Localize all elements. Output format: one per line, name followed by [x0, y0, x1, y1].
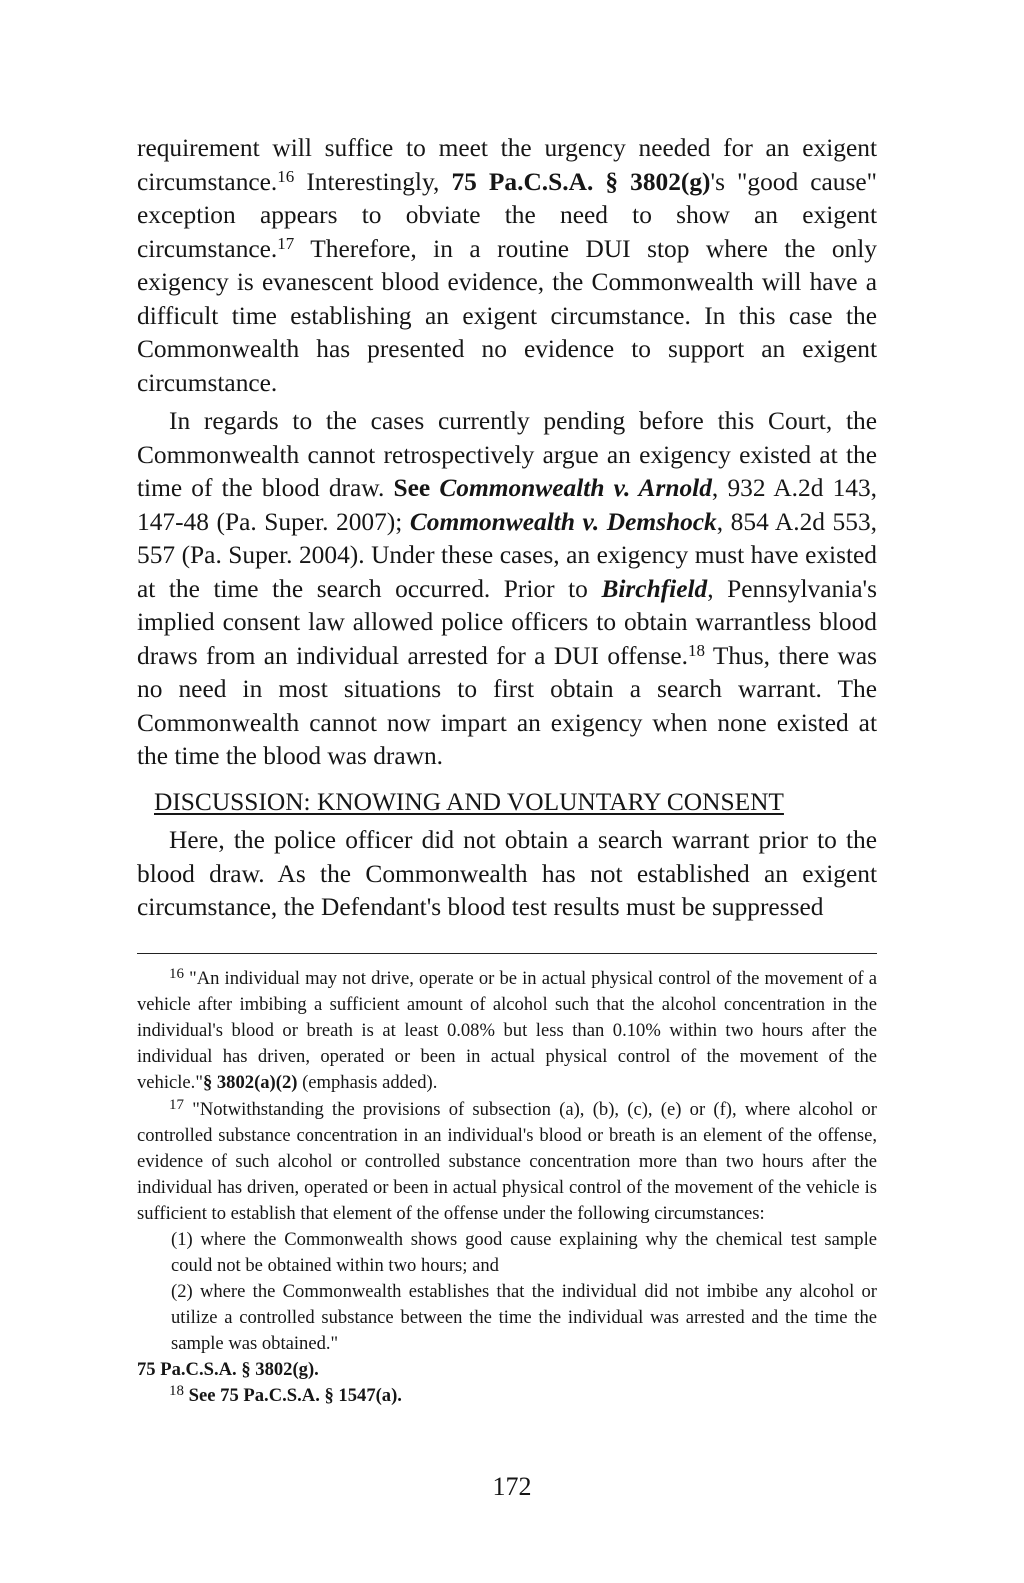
text-run: , 932 A.2d 143, 147-48 (Pa. Super. 2007); — [137, 474, 878, 536]
footnote-17-item-2: (2) where the Commonwealth establishes that the individual did not imbibe any alcohol or utilize a controlled substance between the time the individual was arrested and the time the sample was obtained." — [171, 1281, 877, 1354]
text-run: , 854 A.2d 553, 557 (Pa. Super. 2004). Under these cases, an exigency must have existed at the time the search occurred. Prior to — [137, 507, 877, 603]
footnote-17-citation: 75 Pa.C.S.A. § 3802(g). — [137, 1359, 319, 1380]
footnote-text: "Notwithstanding the provisions of subsection (a), (b), (c), (e) or (f), where alcohol or controlled substance concentration in an individual's blood or breath is an element of the offense, evidence of such alcohol or controlled substance concentration more than two hours after the individual has driven, operated or been in actual physical control of the movement of the vehicle is sufficient to establish that element of the offense under the following circumstances: — [137, 1099, 877, 1224]
page-number: 172 — [492, 1472, 532, 1501]
footnote-ref-18: 18 — [687, 640, 705, 660]
footnote-number: 18 — [169, 1383, 184, 1399]
footnote-17-item-1: (1) where the Commonwealth shows good cause explaining why the chemical test sample could not be obtained within two hours; and — [171, 1229, 877, 1276]
statute-citation: 75 Pa.C.S.A. § 3802(g) — [451, 167, 711, 196]
text-run: In regards to the cases currently pending before this Court, the Commonwealth cannot retrospectively argue an exigency existed at the time of the blood draw. — [137, 407, 877, 502]
text-run: 's "good cause" exception appears to obviate the need to show an exigent circumstance. — [137, 167, 877, 263]
text-run: Interestingly, — [294, 167, 452, 196]
footnote-text: "An individual may not drive, operate or be in actual physical control of the movement of a vehicle after imbibing a sufficient amount of alcohol such that the alcohol concentration in the individual's blood or breath is at least 0.08% but less than 0.10% within two hours after the individual has driven, operated or been in actual physical control of the movement of the vehicle." — [137, 968, 877, 1093]
footnote-number: 17 — [169, 1097, 184, 1113]
paragraph-2 — [137, 405, 877, 774]
paragraph-3: Here, the police officer did not obtain a search warrant prior to the blood draw. As the Commonwealth has not established an exigent circumstance, the Defendant's blood test results must be suppressed — [137, 826, 877, 921]
text-run: requirement will suffice to meet the urgency needed for an exigent circumstance. — [137, 134, 877, 196]
footnote-16 — [137, 966, 877, 1096]
footnote-text: (emphasis added). — [297, 1072, 438, 1093]
main-text — [137, 132, 877, 925]
footnote-number: 16 — [169, 966, 184, 982]
case-citation-birchfield: Birchfield — [601, 574, 708, 603]
footnotes — [137, 966, 877, 1409]
case-citation-demshock: Commonwealth v. Demshock — [409, 507, 717, 536]
paragraph-1 — [137, 132, 877, 400]
text-run: , Pennsylvania's implied consent law allowed police officers to obtain warrantless blood draws from an individual arrested for a DUI offense. — [137, 574, 877, 670]
footnote-ref-16: 16 — [277, 166, 295, 186]
footnote-divider — [137, 953, 877, 954]
section-heading: DISCUSSION: KNOWING AND VOLUNTARY CONSENT — [154, 787, 784, 816]
case-citation-arnold: Commonwealth v. Arnold — [439, 474, 712, 502]
footnote-citation: See 75 Pa.C.S.A. § 1547(a). — [188, 1385, 402, 1406]
footnote-18 — [137, 1383, 877, 1409]
text-run: Therefore, in a routine DUI stop where the only exigency is evanescent blood evidence, the Commonwealth will have a difficult time establishing an exigent circumstance. In this case the Commonwealth has presented no evidence to support an exigent circumstance. — [137, 234, 877, 397]
see-signal: See — [393, 474, 431, 502]
footnote-citation: § 3802(a)(2) — [202, 1072, 298, 1093]
footnote-17 — [137, 1097, 877, 1227]
text-run: Thus, there was no need in most situations to first obtain a search warrant. The Commonwealth cannot now impart an exigency when none existed at the time the blood was drawn. — [137, 641, 877, 770]
footnote-ref-17: 17 — [277, 233, 295, 253]
